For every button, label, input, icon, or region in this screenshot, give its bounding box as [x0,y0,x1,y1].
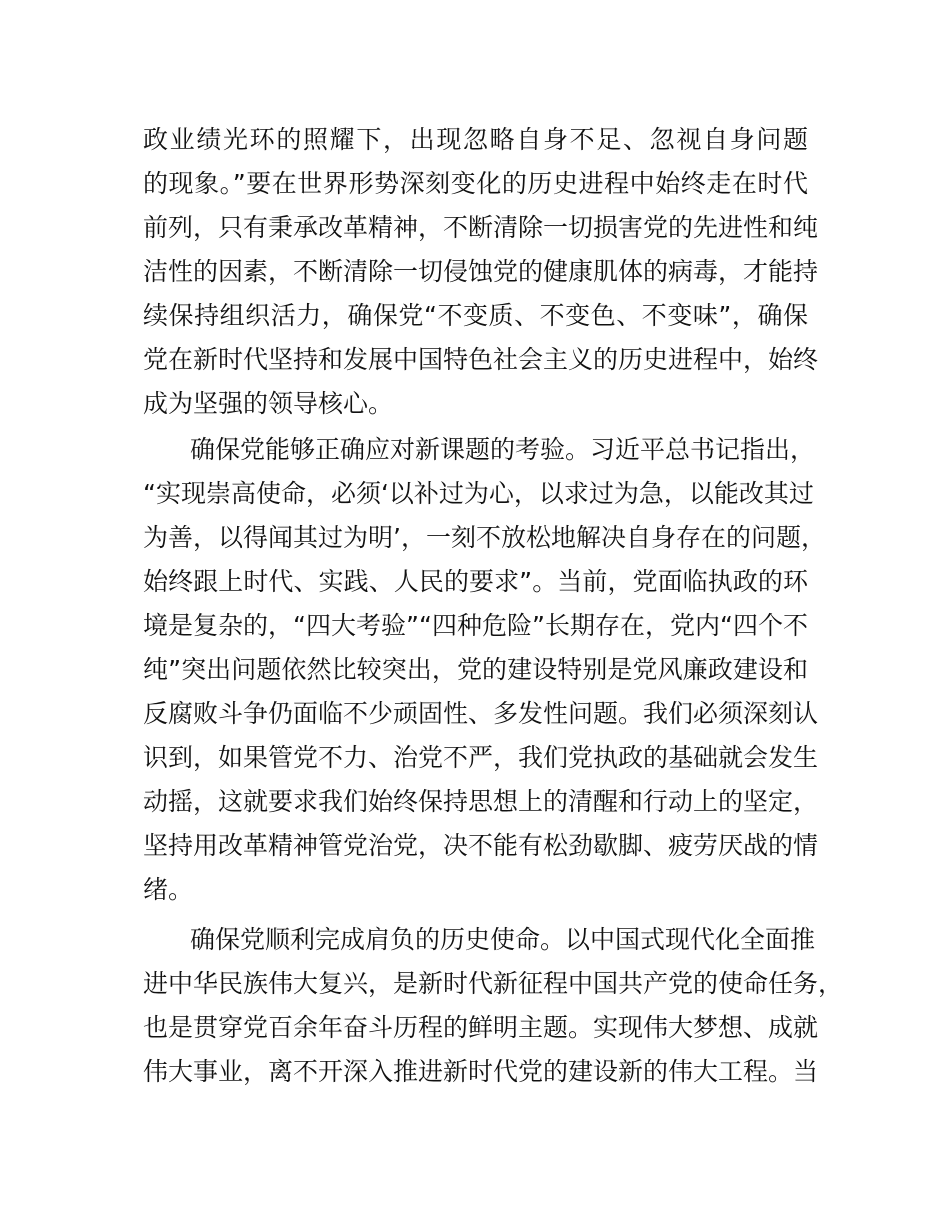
text-line: 始终跟上时代、实践、人民的要求”。当前，党面临执政的环 [143,567,808,596]
text-line: 坚持用改革精神管党治党，决不能有松劲歇脚、疲劳厌战的情 [143,831,819,860]
text-line: 绪。 [143,875,194,904]
text-line: 纯”突出问题依然比较突出，党的建设特别是党风廉政建设和 [143,655,808,684]
text-line: 的现象。”要在世界形势深刻变化的历史进程中始终走在时代 [143,169,808,198]
paragraph-new-challenges [143,428,826,912]
text-line: 动摇，这就要求我们始终保持思想上的清醒和行动上的坚定， [143,787,819,816]
text-line: 成为坚强的领导核心。 [143,389,394,418]
text-line: 反腐败斗争仍面临不少顽固性、多发性问题。我们必须深刻认 [143,699,819,728]
text-line: 为善，以得闻其过为明’，一刻不放松地解决自身存在的问题， [143,523,826,552]
text-line: 伟大事业，离不开深入推进新时代党的建设新的伟大工程。当 [143,1057,819,1086]
text-line: “实现崇高使命，必须‘以补过为心，以求过为急，以能改其过 [143,479,814,508]
text-line: 确保党能够正确应对新课题的考验。习近平总书记指出， [190,435,816,464]
text-line: 境是复杂的，“四大考验”“四种危险”长期存在，党内“四个不 [143,611,808,640]
text-line: 也是贯穿党百余年奋斗历程的鲜明主题。实现伟大梦想、成就 [143,1013,819,1042]
text-line: 党在新时代坚持和发展中国特色社会主义的历史进程中，始终 [143,345,819,374]
paragraph-historic-mission [143,918,844,1094]
text-line: 续保持组织活力，确保党“不变质、不变色、不变味”，确保 [143,301,808,330]
text-line: 识到，如果管党不力、治党不严，我们党执政的基础就会发生 [143,743,819,772]
text-line: 前列，只有秉承改革精神，不断清除一切损害党的先进性和纯 [143,213,819,242]
text-line: 进中华民族伟大复兴，是新时代新征程中国共产党的使命任务， [143,969,844,998]
text-line: 洁性的因素，不断清除一切侵蚀党的健康肌体的病毒，才能持 [143,257,819,286]
paragraph-organizational-vitality [143,118,819,426]
text-line: 确保党顺利完成肩负的历史使命。以中国式现代化全面推 [190,925,816,954]
text-line: 政业绩光环的照耀下，出现忽略自身不足、忽视自身问题 [143,125,808,154]
